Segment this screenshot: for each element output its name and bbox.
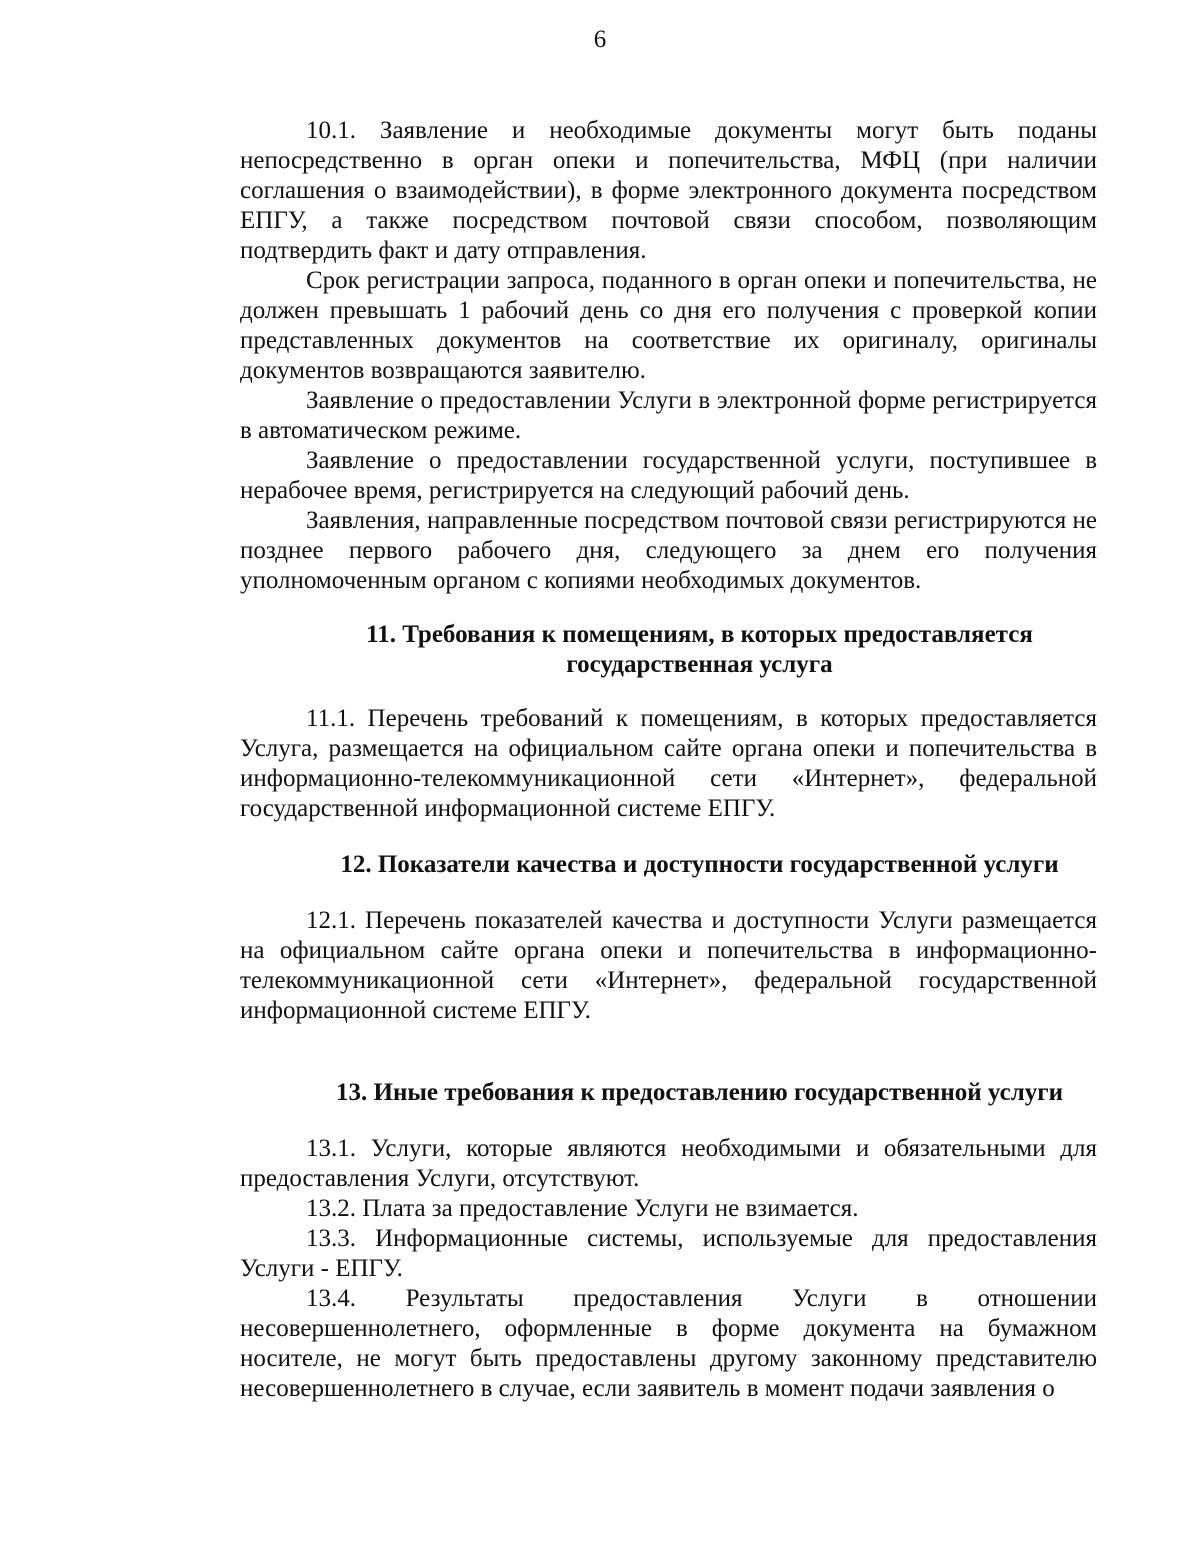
paragraph-electronic-registration: Заявление о предоставлении Услуги в электронной форме регистрируется в автоматическом режиме.	[240, 387, 1097, 444]
section-gap	[240, 1108, 1097, 1134]
section-gap	[240, 680, 1097, 704]
paragraph-12-1: 12.1. Перечень показателей качества и доступности Услуги размещается на официальном сайте органа опеки и попечительства в информационно-телекоммуникационной сети «Интернет», федеральной государственной информационной системе ЕПГУ.	[240, 907, 1097, 1024]
section-12-heading: 12. Показатели качества и доступности государственной услуги	[340, 851, 1059, 878]
section-11-heading-line-1: 11. Требования к помещениям, в которых предоставляется	[366, 621, 1033, 648]
section-11-heading-line-2: государственная услуга	[566, 651, 833, 678]
paragraph-registration-deadline: Срок регистрации запроса, поданного в орган опеки и попечительства, не должен превышать 1 рабочий день со дня его получения с проверкой копии представленных документов на соответствие их оригиналу, оригиналы документов возвращаются заявителю.	[240, 267, 1097, 384]
document-body	[240, 116, 1097, 1404]
paragraph-13-2: 13.2. Плата за предоставление Услуги не взимается.	[306, 1195, 859, 1222]
section-gap	[240, 824, 1097, 850]
paragraph-10-1: 10.1. Заявление и необходимые документы могут быть поданы непосредственно в орган опеки и попечительства, МФЦ (при наличии соглашения о взаимодействии), в форме электронного документа посредством ЕПГУ, а также посредством почтовой связи способом, позволяющим подтвердить факт и дату отправления.	[240, 117, 1097, 264]
paragraph-11-1: 11.1. Перечень требований к помещениям, в которых предоставляется Услуга, размещается на официальном сайте органа опеки и попечительства в информационно-телекоммуникационной сети «Интернет», федеральной государственной информационной системе ЕПГУ.	[240, 705, 1097, 822]
paragraph-postal-registration: Заявления, направленные посредством почтовой связи регистрируются не позднее первого рабочего дня, следующего за днем его получения уполномоченным органом с копиями необходимых документов.	[240, 507, 1097, 594]
paragraph-13-3: 13.3. Информационные системы, используемые для предоставления Услуги - ЕПГУ.	[240, 1225, 1097, 1282]
section-gap	[240, 1026, 1097, 1078]
section-gap	[240, 880, 1097, 906]
paragraph-non-working-time: Заявление о предоставлении государственной услуги, поступившее в нерабочее время, регистрируется на следующий рабочий день.	[240, 447, 1097, 504]
paragraph-13-1: 13.1. Услуги, которые являются необходимыми и обязательными для предоставления Услуги, отсутствуют.	[240, 1135, 1097, 1192]
section-11-heading	[240, 620, 1097, 680]
section-13-heading: 13. Иные требования к предоставлению государственной услуги	[336, 1079, 1063, 1106]
page-number: 6	[593, 26, 607, 53]
paragraph-13-4: 13.4. Результаты предоставления Услуги в отношении несовершеннолетнего, оформленные в форме документа на бумажном носителе, не могут быть предоставлены другому законному представителю несовершеннолетнего в случае, если заявитель в момент подачи заявления о	[240, 1285, 1097, 1402]
section-gap	[240, 596, 1097, 620]
